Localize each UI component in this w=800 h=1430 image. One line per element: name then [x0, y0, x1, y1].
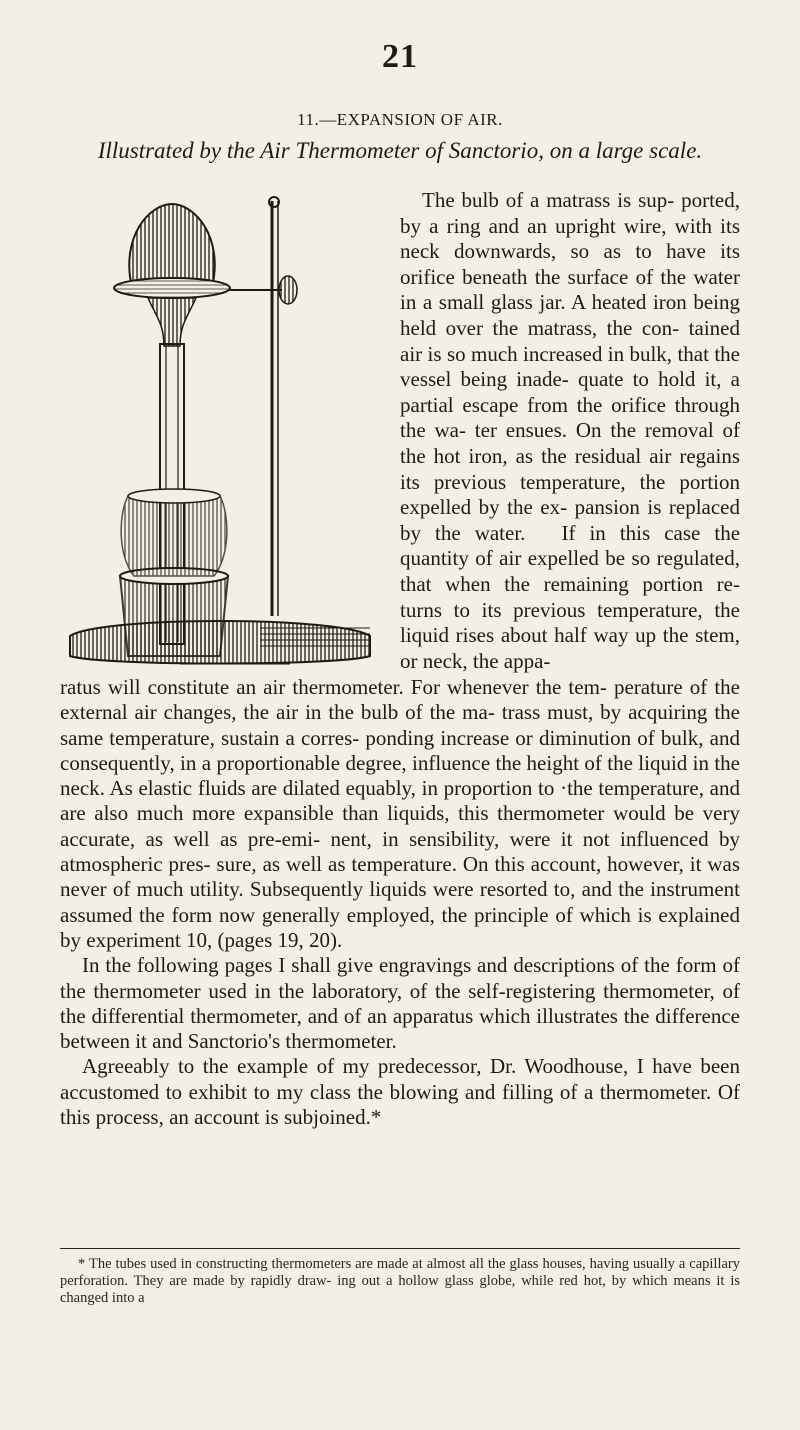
- main-text-block: [60, 675, 740, 1130]
- footnote-rule: [60, 1248, 740, 1249]
- page-number: 21: [382, 38, 418, 75]
- air-thermometer-engraving: [60, 196, 390, 666]
- paragraph-two-continuation: ratus will constitute an air thermometer. For whenever the tem- perature of the external air changes, the air in the bulb of the ma- trass must, by acquiring the same temperature, sustain a corres- ponding increase or diminution of bulk, and consequently, in a proportionable degree, influence the height of the liquid in the neck. As elastic fluids are dilated equably, in proportion to ·the temperature, and are also much more expansible than liquids, this thermometer would be very accurate, as well as pre-emi- nent, in sensibility, were it not influenced by atmospheric pres- sure, as well as temperature. On this account, however, it was never of much utility. Subsequently liquids were resorted to, and the instrument assumed the form now generally employed, the principle of which is explained by experiment 10, (pages 19, 20).: [60, 675, 740, 952]
- section-title: 11.—EXPANSION OF AIR.: [297, 110, 503, 129]
- paragraph-two-start: If in this case the quantity of air expelled be so regulated, that when the remaining portion re- turns to its previous temperature, the liquid rises about half way up the stem, or neck, the appa-: [400, 520, 741, 673]
- paragraph-four: Agreeably to the example of my predecessor, Dr. Woodhouse, I have been accustomed to exhibit to my class the blowing and filling of a thermometer. Of this process, an account is subjoined.*: [60, 1054, 740, 1130]
- paragraph-three: In the following pages I shall give engravings and descriptions of the form of the thermometer used in the laboratory, of the self-registering thermometer, of the differential thermometer, and of an apparatus which illustrates the difference between it and Sanctorio's thermometer.: [60, 953, 740, 1054]
- figure-caption-paragraph: [400, 188, 740, 674]
- subtitle: Illustrated by the Air Thermometer of Sanctorio, on a large scale.: [97, 138, 703, 163]
- upright-wire: [269, 197, 279, 616]
- air-thermometer-illustration: [60, 196, 390, 666]
- footnote: * The tubes used in constructing thermometers are made at almost all the glass houses, having usually a capillary perforation. They are made by rapidly draw- ing out a hollow glass globe, while red hot, by which means it is changed into a: [60, 1256, 740, 1306]
- base-stand: [70, 621, 370, 664]
- matrass-bulb: [114, 204, 230, 346]
- paragraph-one: The bulb of a matrass is sup- ported, by a ring and an upright wire, with its neck downwards, so as to have its orifice beneath the surface of the water in a small glass jar. A heated iron being held over the matrass, the con- tained air is so much increased in bulk, that the vessel being inade- quate to hold it, a partial escape from the orifice through the wa- ter ensues. On the removal of the hot iron, as the residual air regains its previous temperature, the portion expelled by the ex- pansion is replaced by the water.: [400, 188, 740, 545]
